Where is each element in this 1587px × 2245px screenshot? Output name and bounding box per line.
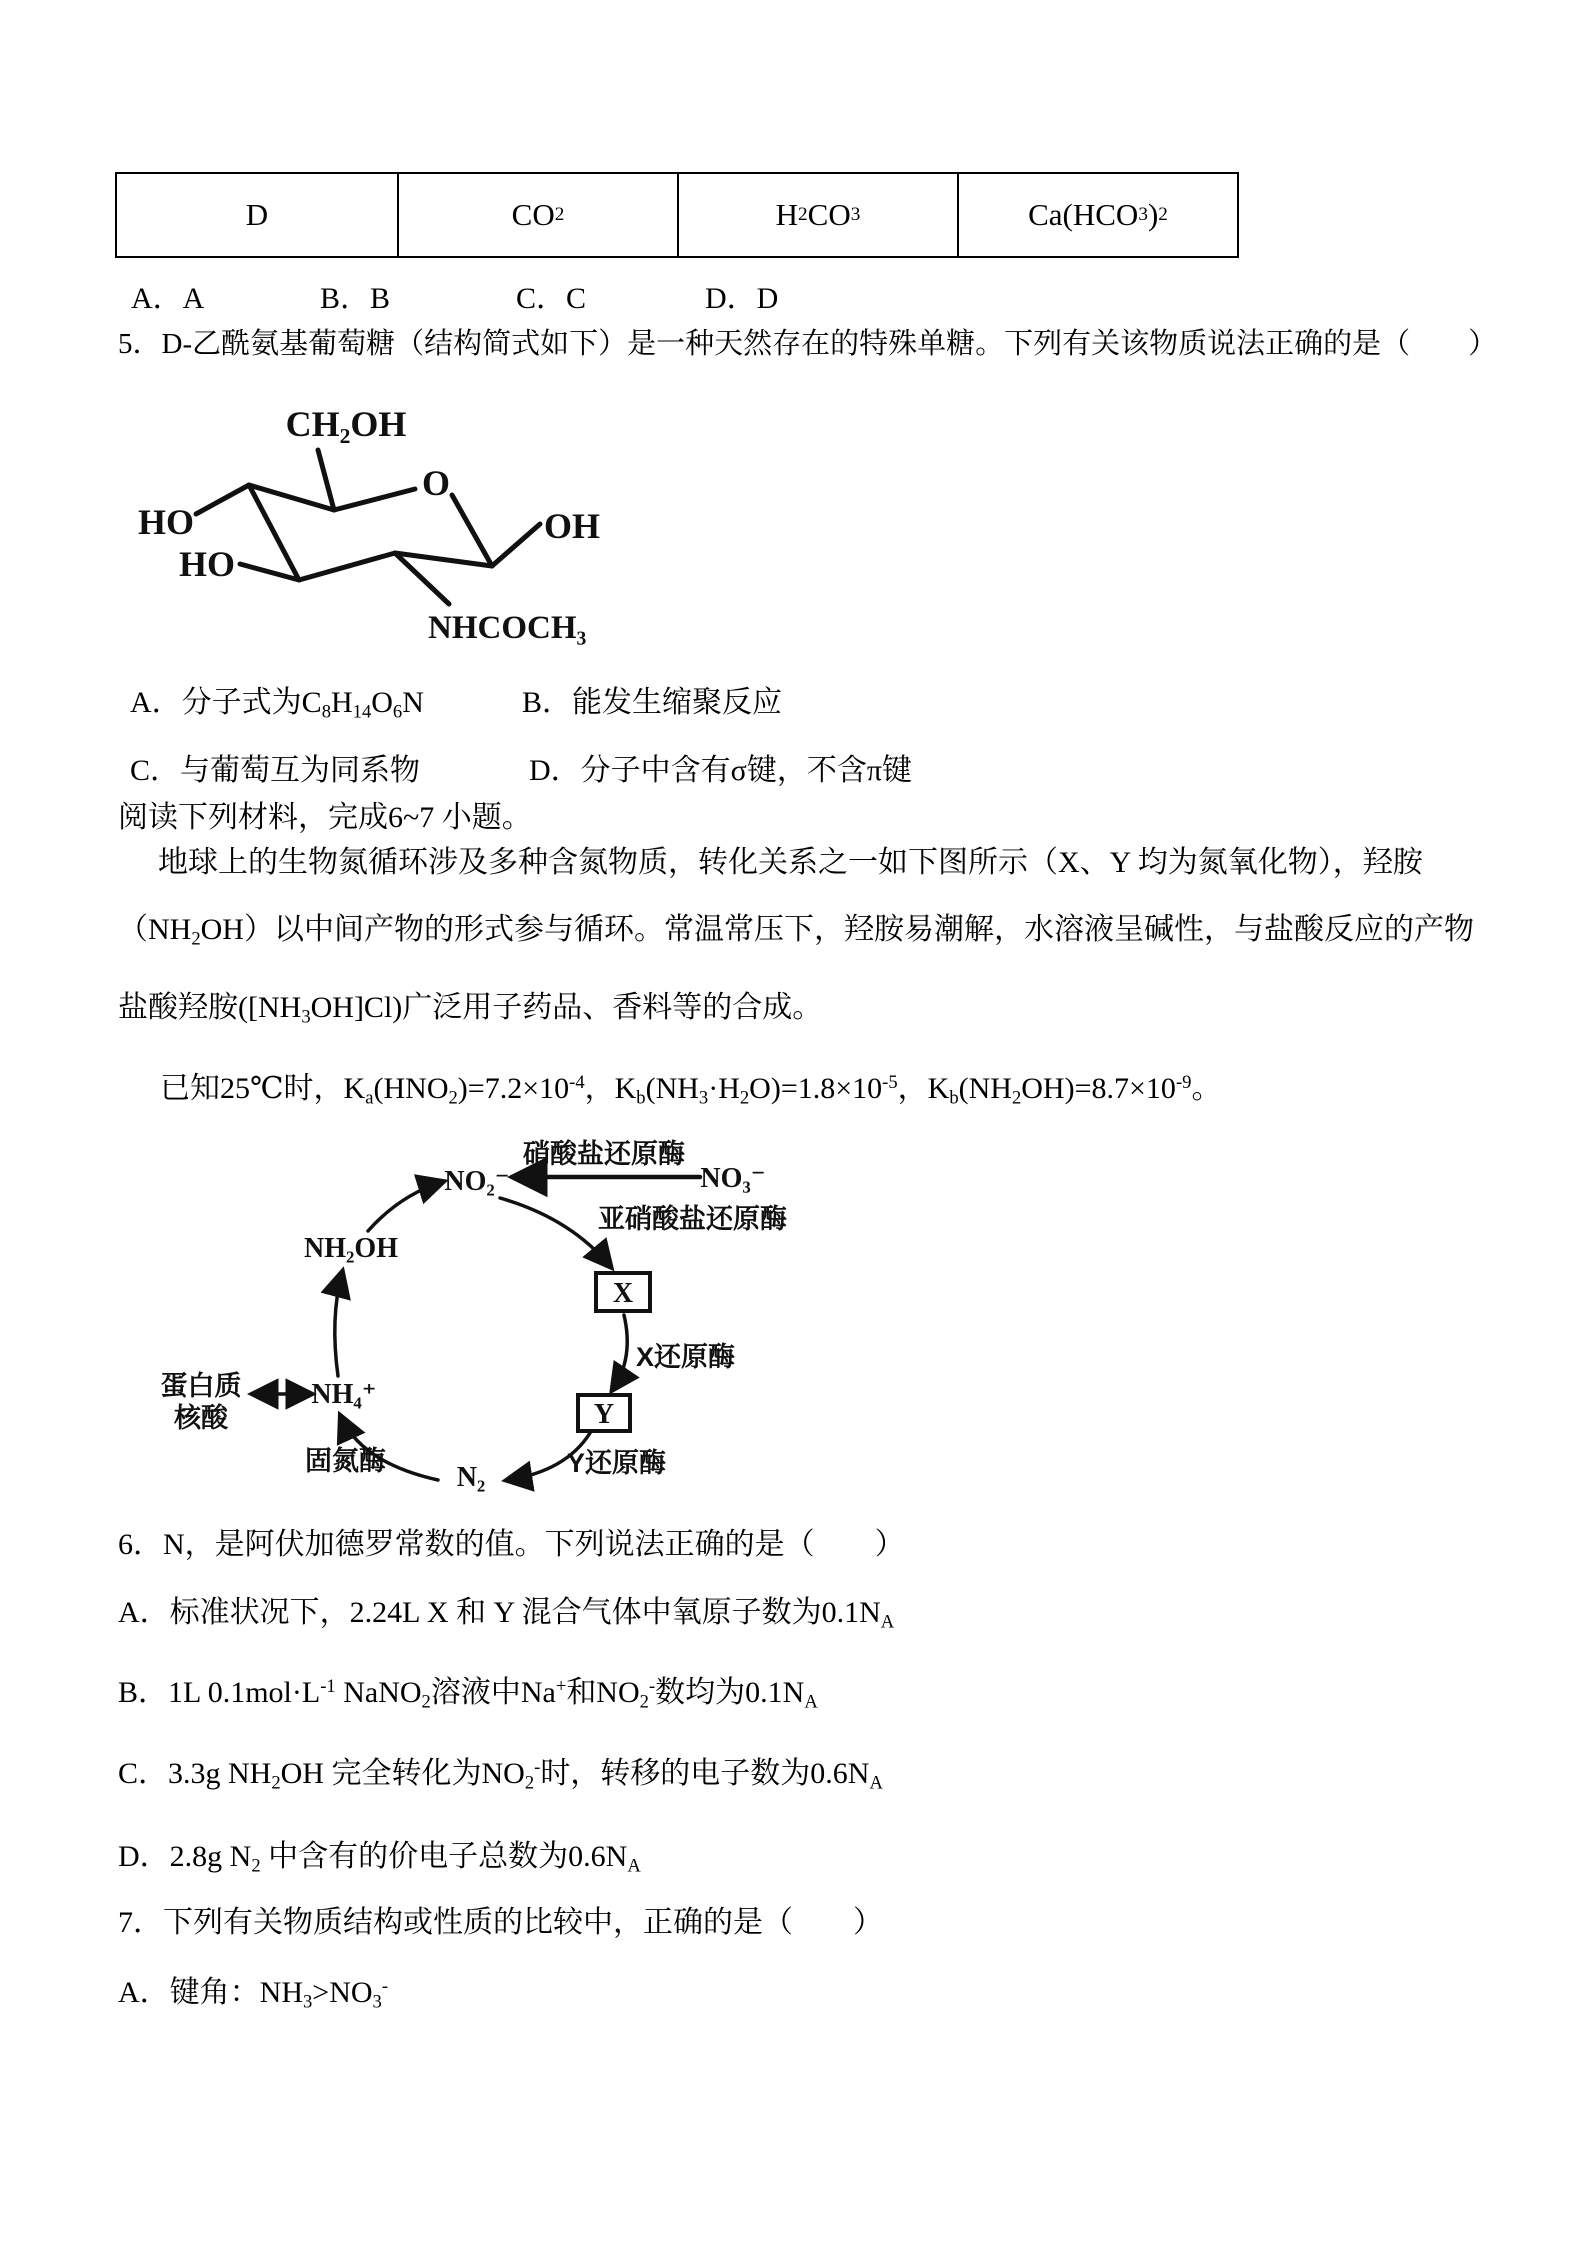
q5-option-d: D．分子中含有σ键，不含π键	[529, 754, 912, 787]
ch2oh-label: CH₂OH	[285, 404, 407, 444]
reading-para-line1: 地球上的生物氮循环涉及多种含氮物质，转化关系之一如下图所示（X、Y 均为氮氧化物），羟胺	[158, 846, 1423, 879]
reading-para-line3: 盐酸羟胺$([NH_3OH]Cl)$广泛用子药品、香料等的合成。	[118, 991, 823, 1028]
ka-kb-line: 已知25℃时，$K_a(HNO_2)=7.2\times 10^{-4}$，$K_b(NH_3\cdot H_2O)=1.8\times 10^{-5}$，$K_b(NH_2OH)=8.7\times 10^{-9}$。	[160, 1071, 1222, 1109]
q6-option-a: A．标准状况下，2.24L X 和 Y 混合气体中氧原子数为$0.1N_A$	[118, 1596, 895, 1633]
q6-option-c: C．3.3g $NH_2OH$ 完全转化为$NO_2^-$时，转移的电子数为$0.6N_A$	[118, 1756, 883, 1794]
answer-option-a: A．A	[131, 282, 205, 315]
nitrite-reductase-label: 亚硝酸盐还原酶	[598, 1204, 787, 1234]
options-table	[115, 172, 1239, 258]
table-cell-co2: CO 2	[397, 174, 677, 256]
oh-right-label: OH	[544, 506, 601, 546]
q5-option-b: B．能发生缩聚反应	[522, 686, 783, 719]
n2-node: N₂	[456, 1462, 486, 1493]
table-cell-h2co3: H 2 CO 3	[677, 174, 957, 256]
q6-option-b: B．1L $0.1mol\cdot L^{-1}$ NaNO$_2$溶液中Na+和$NO_2^-$数均为$0.1N_A$	[118, 1675, 818, 1713]
question7-stem: 7．下列有关物质结构或性质的比较中，正确的是（ ）	[118, 1906, 883, 1939]
answer-option-b: B．B	[320, 282, 391, 315]
nh4-node: NH₄⁺	[311, 1379, 377, 1410]
q5-option-c: C．与葡萄互为同系物	[130, 754, 421, 787]
ho-lower-label: HO	[179, 544, 236, 584]
y-node: Y	[593, 1399, 615, 1430]
sugar-structure-diagram	[100, 392, 660, 647]
protein-label: 蛋白质	[160, 1371, 242, 1401]
ho-upper-label: HO	[138, 502, 195, 542]
nitrogen-cycle-diagram	[100, 1133, 870, 1503]
no2-node: NO₂⁻	[444, 1166, 510, 1197]
table-cell-cahco32: Ca(HCO 3 ) 2	[957, 174, 1237, 256]
nh2oh-node: NH₂OH	[304, 1233, 398, 1264]
ring-bonds	[196, 450, 540, 604]
answer-option-d: D．D	[705, 282, 779, 315]
q7-option-a: A．键角：$NH_3>NO_3^-$	[118, 1975, 389, 2013]
reading-para-line2: $(NH_2OH)$以中间产物的形式参与循环。常温常压下，羟胺易潮解，水溶液呈碱性，与盐酸反应的产物	[118, 913, 1474, 950]
question5-stem: 5．D-乙酰氨基葡萄糖（结构简式如下）是一种天然存在的特殊单糖。下列有关该物质说法正确的是（ ）	[118, 328, 1498, 360]
q6-option-d: D．2.8g $N_2$ 中含有的价电子总数为$0.6N_A$	[118, 1840, 641, 1877]
nitrogenase-label: 固氮酶	[305, 1446, 386, 1476]
question6-stem: 6．N，是阿伏加德罗常数的值。下列说法正确的是（ ）	[118, 1528, 905, 1561]
nitrate-reductase-label: 硝酸盐还原酶	[523, 1139, 685, 1169]
y-reductase-label: Y还原酶	[567, 1448, 667, 1478]
ring-o-label: O	[421, 463, 451, 503]
nhcoch3-label: NHCOCH₃	[428, 610, 587, 646]
no3-node: NO₃⁻	[700, 1163, 766, 1194]
nucleic-acid-label: 核酸	[174, 1403, 228, 1433]
x-reductase-label: X还原酶	[636, 1342, 736, 1372]
q5-option-a: A．分子式为$C_8H_{14}O_6N$	[130, 686, 424, 723]
answer-option-c: C．C	[516, 282, 587, 315]
x-node: X	[612, 1278, 634, 1309]
reading-intro: 阅读下列材料，完成6~7 小题。	[118, 801, 532, 834]
table-cell-d: D	[245, 197, 269, 232]
